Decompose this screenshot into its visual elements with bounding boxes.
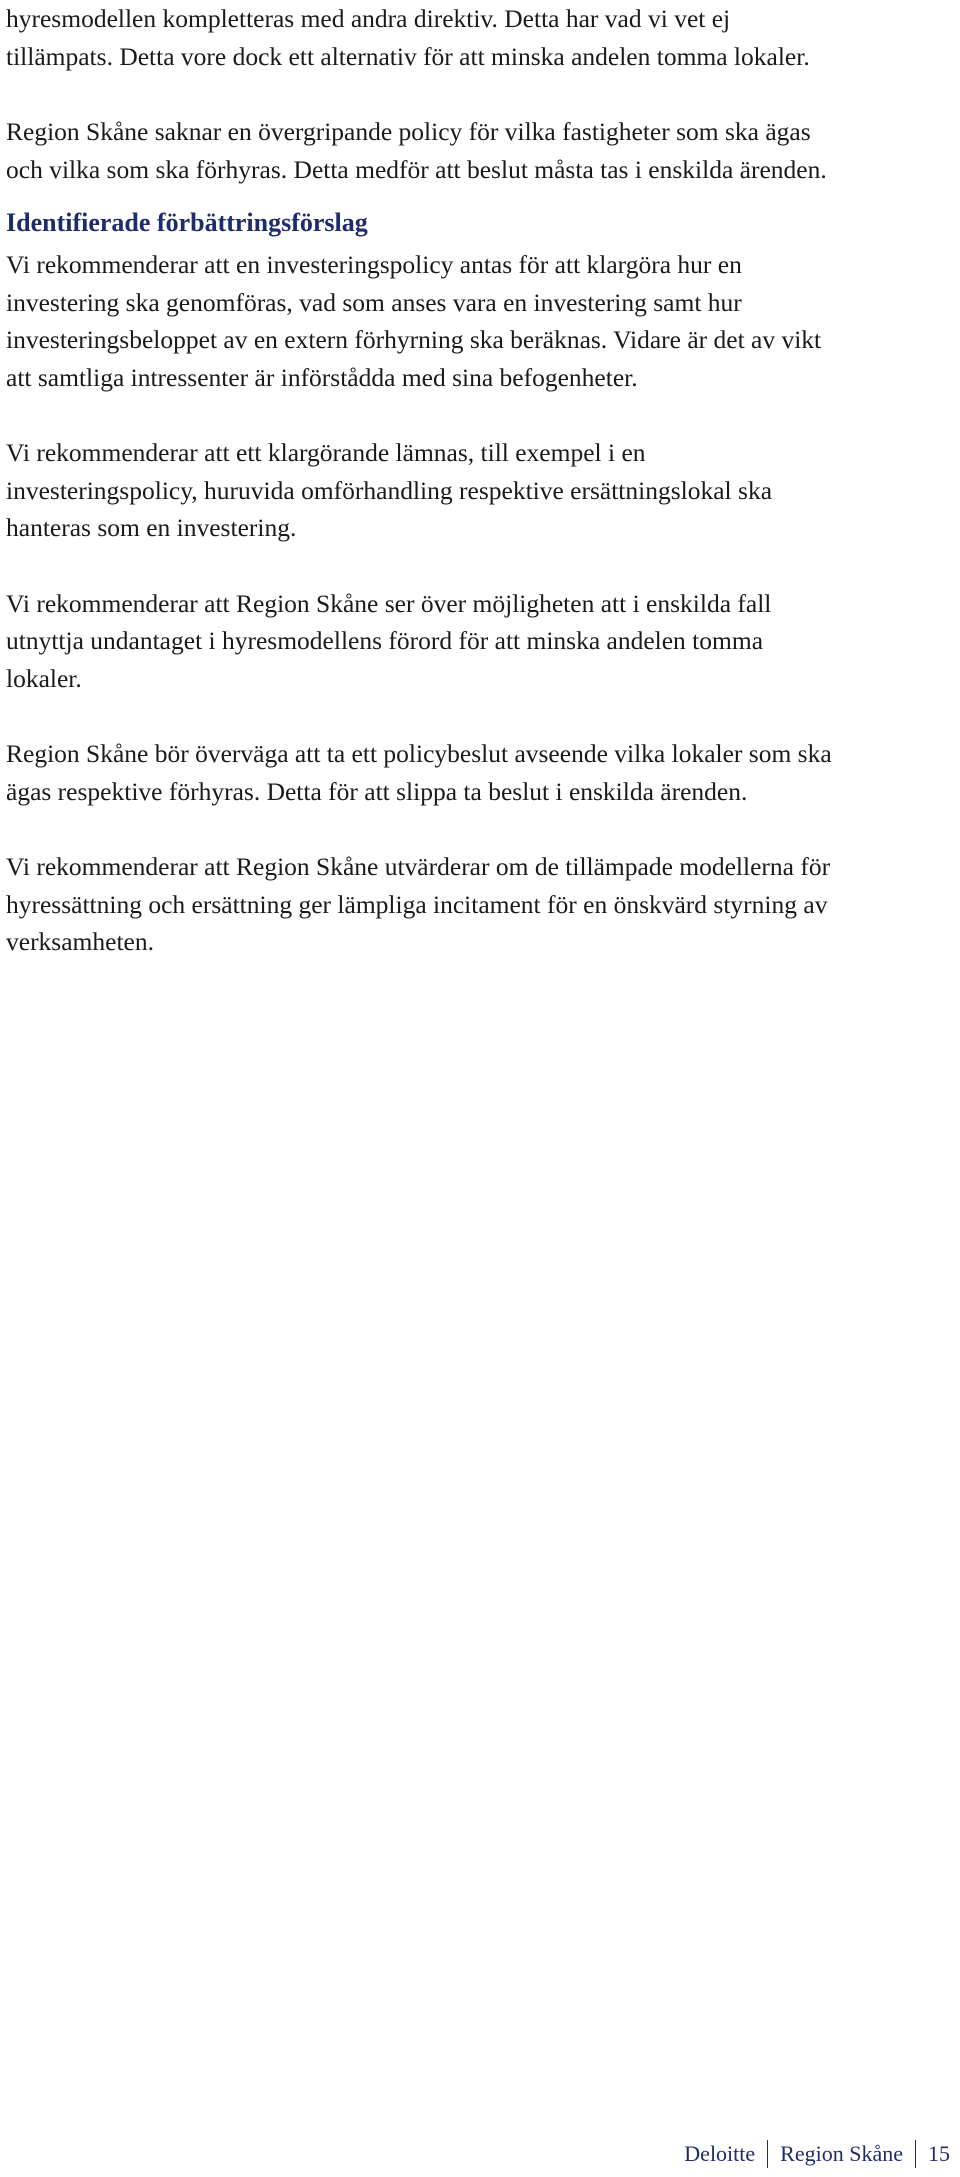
recommendation-investeringspolicy: Vi rekommenderar att en investeringspolicy antas för att klargöra hur en investering ska genomföras, vad som anses vara en investering samt hur investeringsbeloppet av en extern förhyrning ska beräknas. Vidare är det av vikt att samtliga intressenter är införstådda med sina befogenheter. bbox=[6, 250, 822, 392]
recommendation-klargorande: Vi rekommenderar att ett klargörande lämnas, till exempel i en investeringspolicy, huruvida omförhandling respektive ersättningslokal ska hanteras som en investering. bbox=[6, 438, 773, 542]
footer-client: Region Skåne bbox=[780, 2141, 903, 2166]
section-heading: Identifierade förbättringsförslag bbox=[6, 208, 368, 237]
footer-divider bbox=[767, 2140, 768, 2168]
recommendation-undantag: Vi rekommenderar att Region Skåne ser över möjligheten att i enskilda fall utnyttja undantaget i hyresmodellens förord för att minska andelen tomma lokaler. bbox=[6, 588, 772, 693]
footer-company: Deloitte bbox=[684, 2141, 756, 2166]
paragraph-hyresmodellen: hyresmodellen kompletteras med andra direktiv. Detta har vad vi vet ej tillämpats. Detta vore dock ett alternativ för att minska andelen tomma lokaler. bbox=[6, 4, 810, 71]
page-footer bbox=[684, 2135, 950, 2173]
footer-divider bbox=[915, 2140, 916, 2168]
page-number: 15 bbox=[928, 2141, 950, 2166]
paragraph-policy-saknas: Region Skåne saknar en övergripande policy för vilka fastigheter som ska ägas och vilka som ska förhyras. Detta medför att beslut måsta tas i enskilda ärenden. bbox=[6, 117, 827, 184]
document-body bbox=[6, 0, 946, 961]
recommendation-utvardering: Vi rekommenderar att Region Skåne utvärderar om de tillämpade modellerna för hyressättning och ersättning ger lämpliga incitament för en önskvärd styrning av verksamheten. bbox=[6, 852, 831, 956]
recommendation-policybeslut: Region Skåne bör överväga att ta ett policybeslut avseende vilka lokaler som ska ägas respektive förhyras. Detta för att slippa ta beslut i enskilda ärenden. bbox=[6, 739, 832, 806]
